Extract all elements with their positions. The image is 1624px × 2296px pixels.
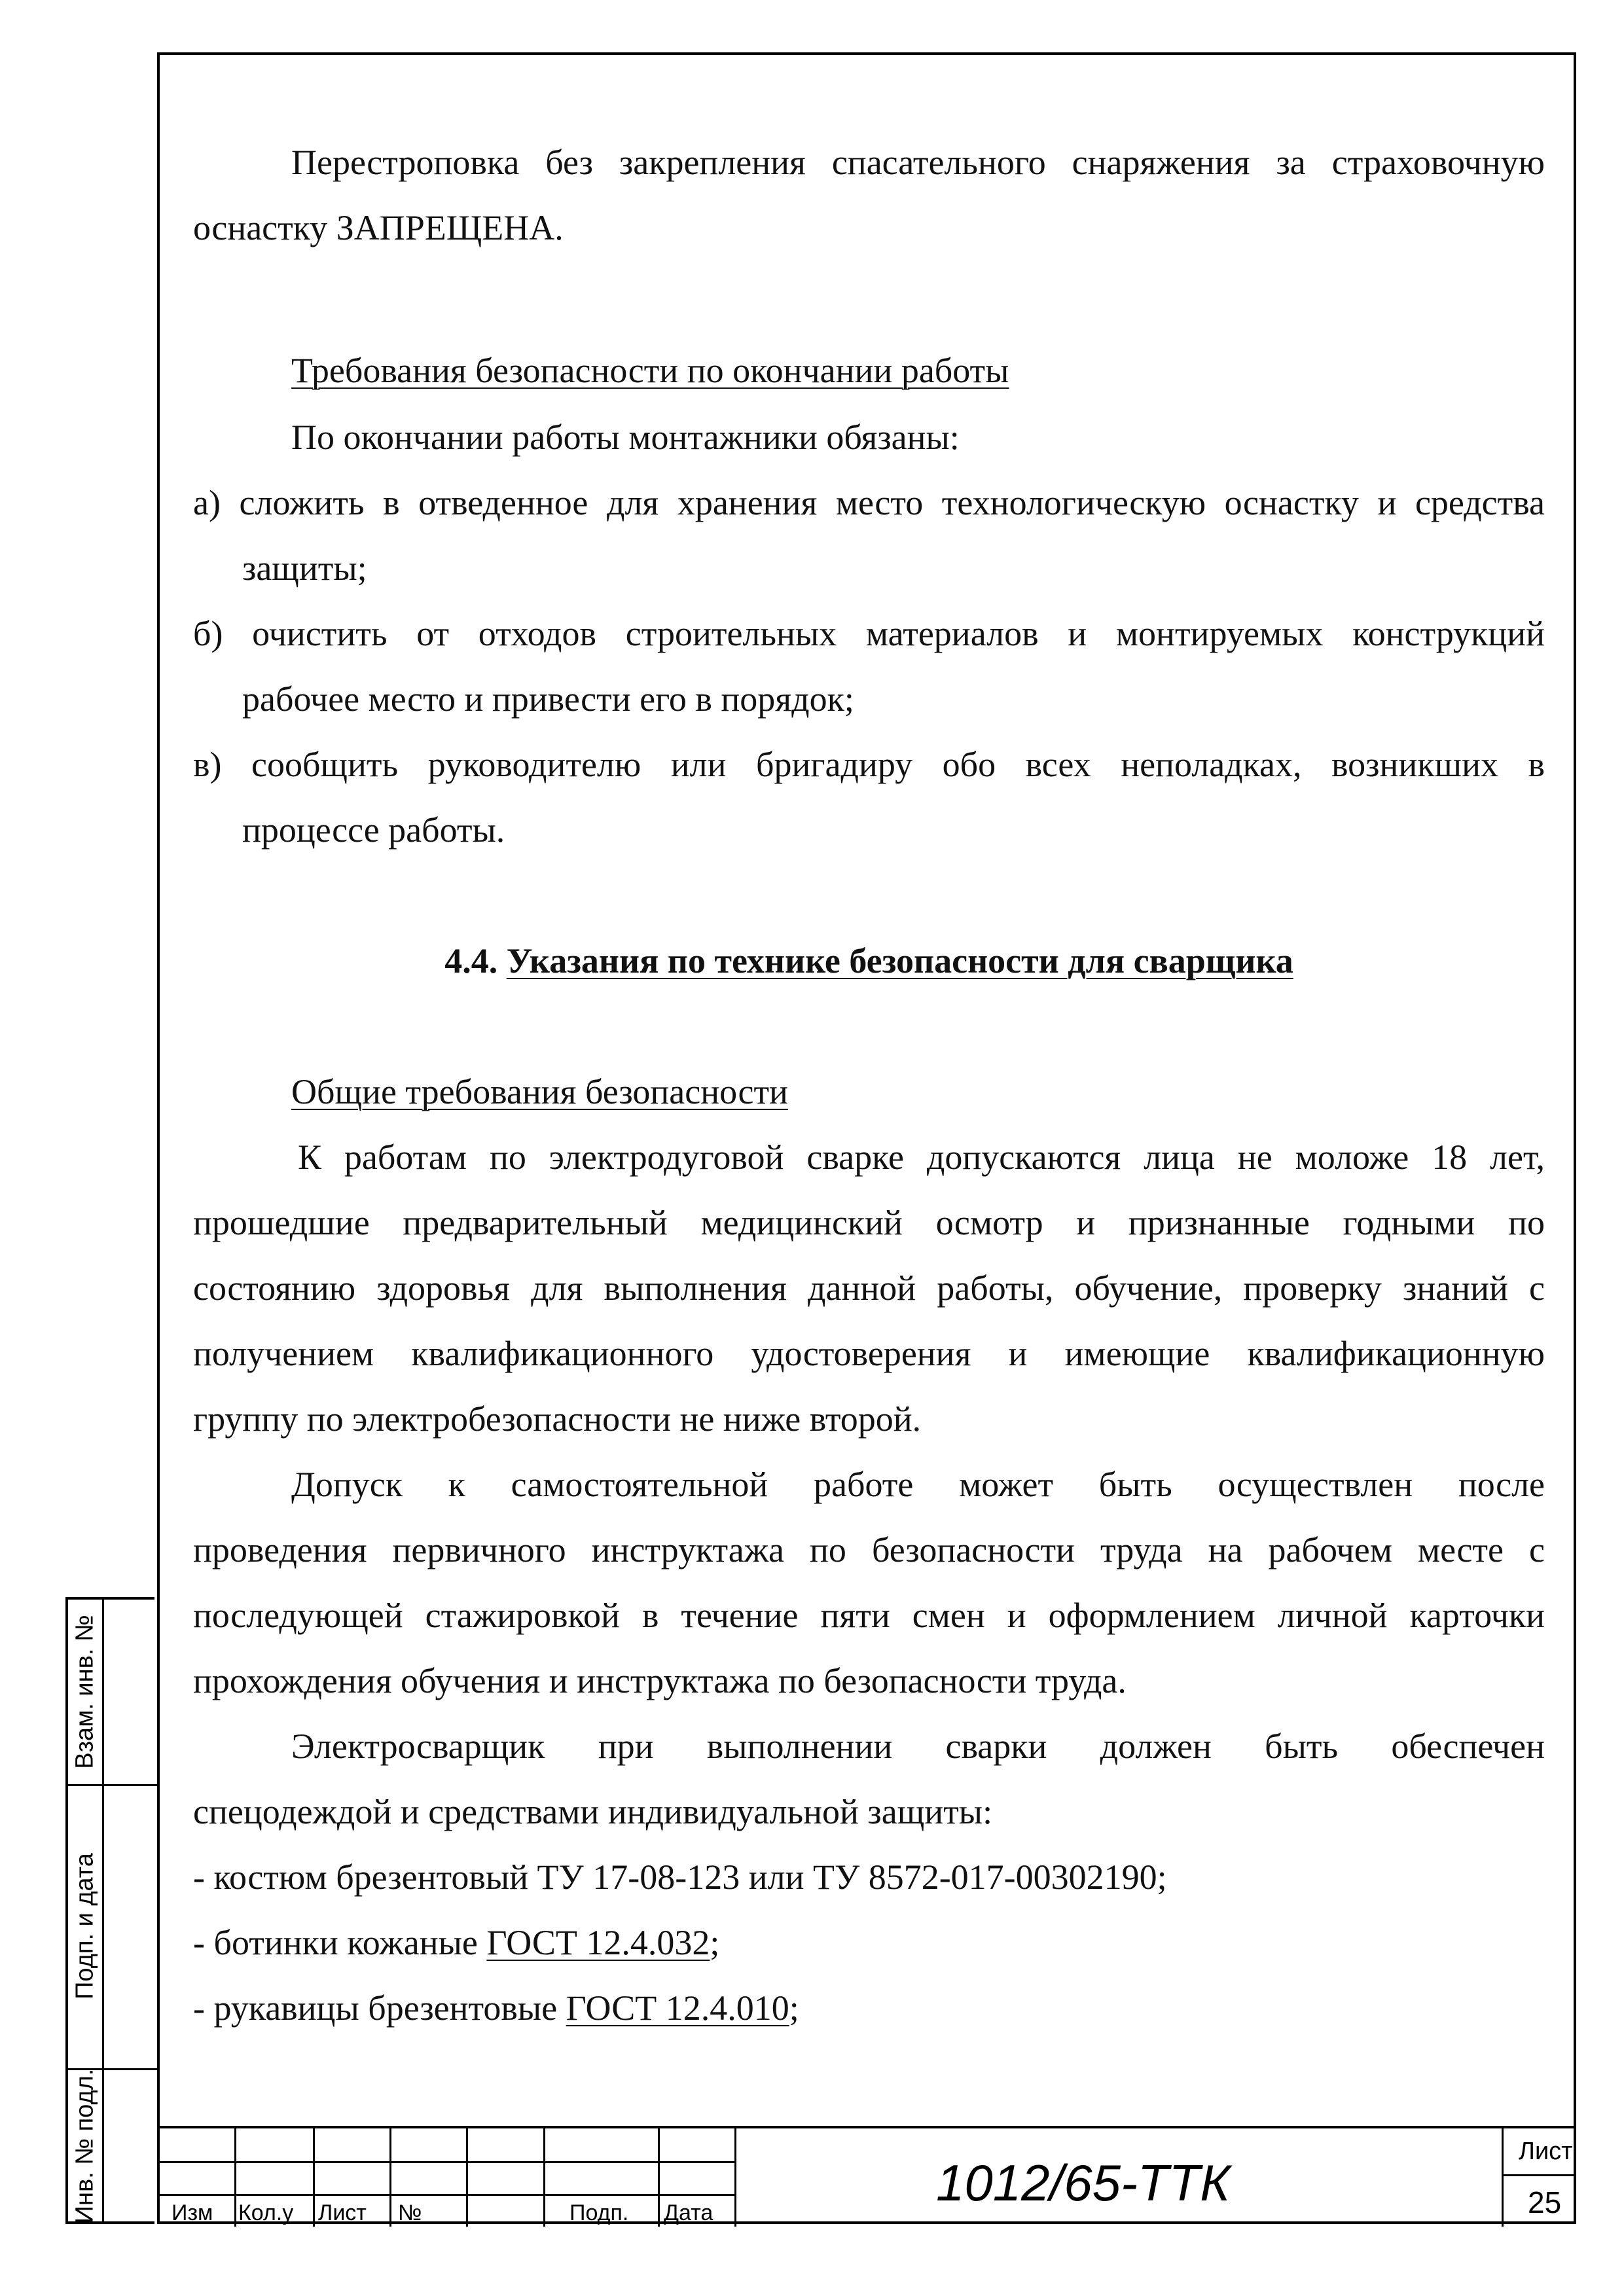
paragraph-line: Перестроповка без закрепления спасательного снаряжения за страховочную bbox=[291, 143, 1545, 182]
gost-link[interactable]: ГОСТ 12.4.032 bbox=[486, 1923, 710, 1962]
list-item-continuation: рабочее место и привести его в порядок; bbox=[242, 679, 854, 719]
paragraph-line: оснастку ЗАПРЕЩЕНА. bbox=[193, 208, 564, 247]
title-block bbox=[157, 2126, 1576, 2224]
signature-date-label: Подп. и дата bbox=[71, 1853, 99, 2000]
col-list-label: Лист bbox=[318, 2200, 367, 2225]
list-item-continuation: защиты; bbox=[242, 548, 367, 588]
paragraph-line: получением квалификационного удостоверения и имеющие квалификационную bbox=[193, 1334, 1545, 1373]
list-item-continuation: процессе работы. bbox=[242, 810, 505, 850]
section-heading-text: Указания по технике безопасности для сварщика bbox=[506, 941, 1293, 980]
col-num-label: № bbox=[398, 2200, 422, 2225]
col-data-label: Дата bbox=[664, 2200, 713, 2225]
section-heading bbox=[193, 941, 1545, 980]
gost-link[interactable]: ГОСТ 12.4.010 bbox=[566, 1988, 789, 2028]
title-block-divider bbox=[734, 2128, 736, 2227]
paragraph-line: прохождения обучения и инструктажа по безопасности труда. bbox=[193, 1661, 1127, 1700]
paragraph-line: спецодеждой и средствами индивидуальной защиты: bbox=[193, 1792, 993, 1831]
side-stamp-divider bbox=[68, 1784, 157, 1786]
list-item bbox=[193, 1923, 719, 1962]
title-block-row-line bbox=[157, 2161, 734, 2163]
document-code: 1012/65-ТТК bbox=[936, 2154, 1231, 2212]
sheet-label: Лист bbox=[1519, 2138, 1573, 2165]
list-item: б) очистить от отходов строительных материалов и монтируемых конструкций bbox=[193, 614, 1545, 653]
list-item: в) сообщить руководителю или бригадиру обо всех неполадках, возникших в bbox=[193, 745, 1545, 784]
replacement-inventory-label: Взам. инв. № bbox=[71, 1615, 99, 1769]
paragraph-line: К работам по электродуговой сварке допускаются лица не моложе 18 лет, bbox=[298, 1138, 1545, 1177]
paragraph-line: последующей стажировкой в течение пяти смен и оформлением личной карточки bbox=[193, 1596, 1545, 1635]
sheet-number: 25 bbox=[1528, 2185, 1562, 2219]
col-kolu-label: Кол.у bbox=[238, 2200, 294, 2225]
side-stamp bbox=[65, 1597, 154, 2224]
paragraph-line: По окончании работы монтажники обязаны: bbox=[291, 418, 960, 457]
paragraph-line: проведения первичного инструктажа по безопасности труда на рабочем месте с bbox=[193, 1530, 1545, 1570]
title-block-divider bbox=[466, 2128, 468, 2227]
list-item-text: ; bbox=[789, 1988, 799, 2028]
paragraph-line: Электросварщик при выполнении сварки должен быть обеспечен bbox=[291, 1727, 1545, 1766]
title-block-divider bbox=[313, 2128, 315, 2227]
title-block-row-line bbox=[157, 2194, 734, 2196]
subsection-title: Общие требования безопасности bbox=[291, 1072, 788, 1111]
list-item-text: ; bbox=[710, 1923, 720, 1962]
title-block-divider bbox=[658, 2128, 660, 2227]
title-block-divider bbox=[389, 2128, 391, 2227]
original-inventory-label: Инв. № подл. bbox=[71, 2068, 99, 2224]
title-block-divider bbox=[234, 2128, 236, 2227]
list-item-text: - ботинки кожаные bbox=[193, 1923, 487, 1962]
list-item: а) сложить в отведенное для хранения место технологическую оснастку и средства bbox=[193, 483, 1545, 522]
subsection-title: Требования безопасности по окончании работы bbox=[291, 351, 1009, 390]
list-item-text: - рукавицы брезентовые bbox=[193, 1988, 566, 2028]
list-item bbox=[193, 1988, 799, 2028]
title-block-divider bbox=[543, 2128, 545, 2227]
title-block-row-line bbox=[1502, 2174, 1576, 2176]
col-izm-label: Изм bbox=[171, 2200, 213, 2225]
paragraph-line: прошедшие предварительный медицинский осмотр и признанные годными по bbox=[193, 1203, 1545, 1242]
paragraph-line: группу по электробезопасности не ниже второй. bbox=[193, 1399, 922, 1439]
col-podp-label: Подп. bbox=[569, 2200, 629, 2225]
title-block-divider bbox=[1502, 2128, 1504, 2227]
list-item: - костюм брезентовый ТУ 17-08-123 или ТУ 8572-017-00302190; bbox=[193, 1857, 1167, 1897]
section-number: 4.4. bbox=[444, 941, 498, 980]
paragraph-line: состоянию здоровья для выполнения данной работы, обучение, проверку знаний с bbox=[193, 1268, 1545, 1308]
paragraph-line: Допуск к самостоятельной работе может быть осуществлен после bbox=[291, 1465, 1545, 1504]
